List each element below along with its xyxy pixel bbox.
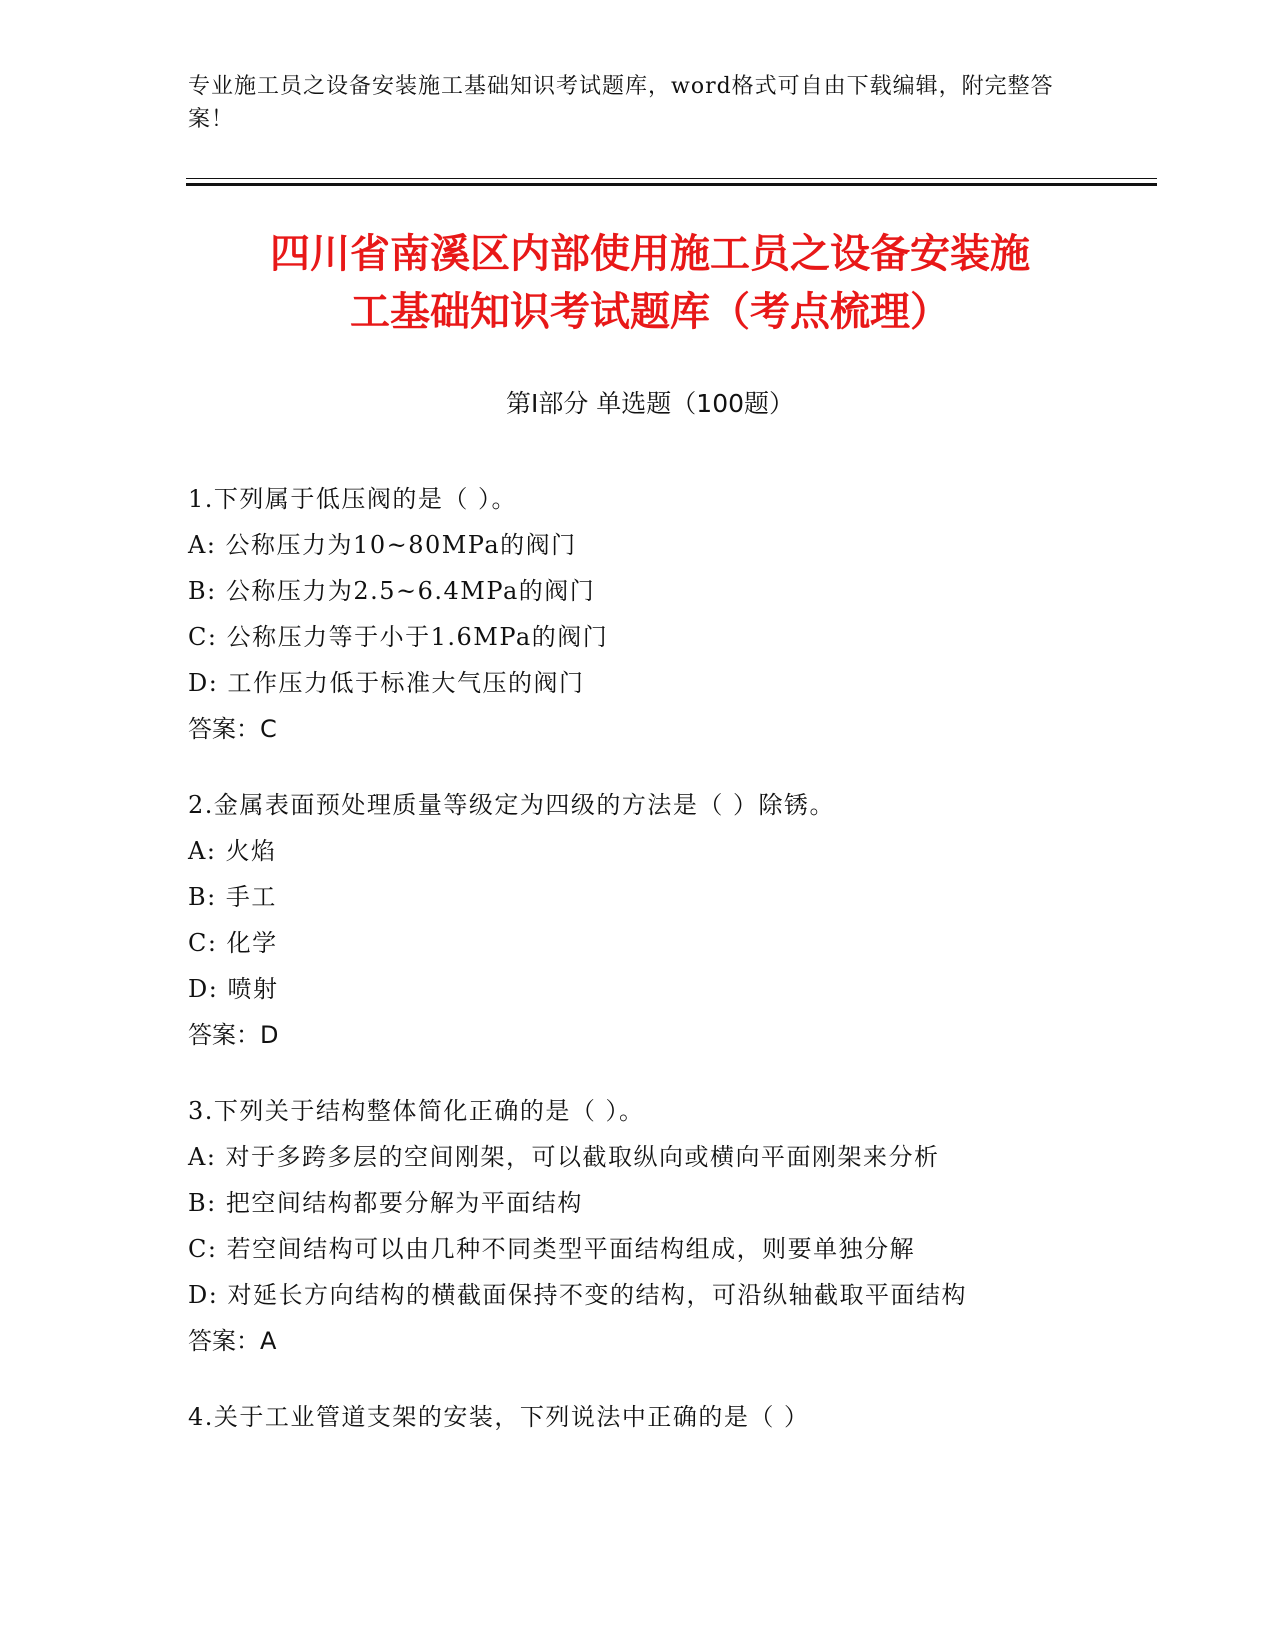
question-2 xyxy=(188,782,1128,1058)
question-stem: 1.下列属于低压阀的是（ ）。 xyxy=(188,485,518,513)
option-b: B: 公称压力为2.5~6.4MPa的阀门 xyxy=(188,577,596,605)
option-b: B: 把空间结构都要分解为平面结构 xyxy=(188,1189,583,1217)
answer: 答案：D xyxy=(188,1021,279,1049)
option-c: C: 公称压力等于小于1.6MPa的阀门 xyxy=(188,623,609,651)
title-line-2: 工基础知识考试题库（考点梳理） xyxy=(350,289,950,335)
option-d: D: 喷射 xyxy=(188,975,279,1003)
header-note: 专业施工员之设备安装施工基础知识考试题库，word格式可自由下载编辑，附完整答案！ xyxy=(188,74,1054,132)
option-c: C: 若空间结构可以由几种不同类型平面结构组成，则要单独分解 xyxy=(188,1235,916,1263)
answer: 答案：C xyxy=(188,715,277,743)
answer: 答案：A xyxy=(188,1327,277,1355)
section-heading: 第Ⅰ部分 单选题（100题） xyxy=(505,389,795,418)
option-a: A: 对于多跨多层的空间刚架，可以截取纵向或横向平面刚架来分析 xyxy=(188,1143,940,1171)
question-4 xyxy=(188,1394,1128,1440)
question-stem: 3.下列关于结构整体简化正确的是（ ）。 xyxy=(188,1097,645,1125)
question-stem: 4.关于工业管道支架的安装，下列说法中正确的是（ ） xyxy=(188,1403,810,1431)
header-rule-thick xyxy=(186,183,1157,186)
option-b: B: 手工 xyxy=(188,883,277,911)
option-d: D: 对延长方向结构的横截面保持不变的结构，可沿纵轴截取平面结构 xyxy=(188,1281,967,1309)
option-a: A: 火焰 xyxy=(188,837,277,865)
question-3 xyxy=(188,1088,1128,1364)
question-list xyxy=(188,476,1128,1470)
header-rule-thin xyxy=(186,178,1157,179)
document-title xyxy=(150,225,1150,341)
title-line-1: 四川省南溪区内部使用施工员之设备安装施 xyxy=(270,231,1030,277)
question-1 xyxy=(188,476,1128,752)
option-a: A: 公称压力为10~80MPa的阀门 xyxy=(188,531,577,559)
option-c: C: 化学 xyxy=(188,929,278,957)
question-stem: 2.金属表面预处理质量等级定为四级的方法是（ ）除锈。 xyxy=(188,791,836,819)
option-d: D: 工作压力低于标准大气压的阀门 xyxy=(188,669,585,697)
